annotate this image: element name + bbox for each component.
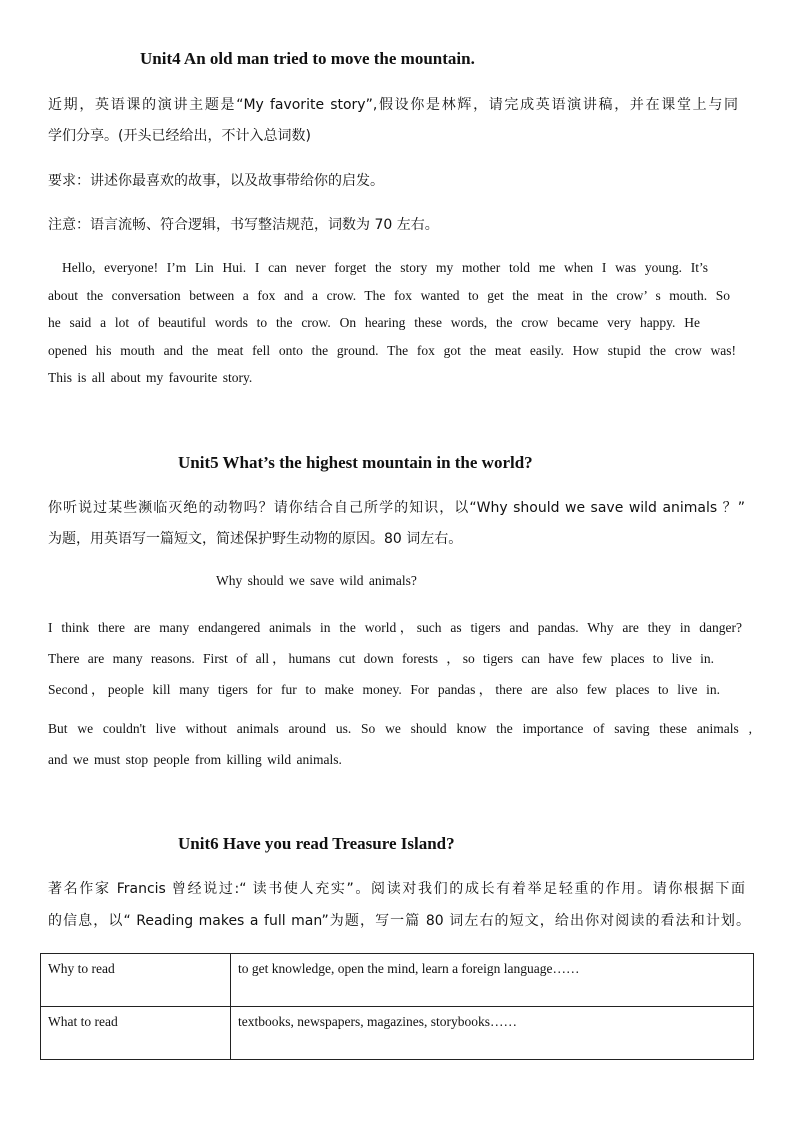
reading-info-table <box>40 953 754 1060</box>
unit4-essay-line-5: This is all about my favourite story. <box>48 370 253 385</box>
unit4-note: 注意：语言流畅、符合逻辑，书写整洁规范，词数为 70 左右。 <box>48 217 439 233</box>
unit4-essay-line-1: Hello, everyone! I’m Lin Hui. I can never forget the story my mother told me when I was young. It’s <box>62 260 708 275</box>
unit5-essay-line-2: There are many reasons. First of all，humans cut down forests ，so tigers can have few places to live in. <box>48 651 714 666</box>
unit5-prompt-line-1: 你听说过某些濒临灭绝的动物吗？请你结合自己所学的知识，以“Why should we save wild animals ？” <box>48 500 745 516</box>
unit4-requirement: 要求：讲述你最喜欢的故事，以及故事带给你的启发。 <box>48 173 384 189</box>
unit5-essay-line-3: Second，people kill many tigers for fur to make money. For pandas，there are also few places to live in. <box>48 682 720 697</box>
unit4-essay-line-2: about the conversation between a fox and a crow. The fox wanted to get the meat in the crow’ s mouth. So <box>48 288 730 303</box>
unit5-prompt-line-2: 为题，用英语写一篇短文，简述保护野生动物的原因。80 词左右。 <box>48 531 463 547</box>
table-cell-content: textbooks, newspapers, magazines, storybooks…… <box>231 1007 754 1060</box>
unit5-title: Unit5 What’s the highest mountain in the world? <box>178 453 533 472</box>
table-cell-label: Why to read <box>41 954 231 1007</box>
unit5-essay-title: Why should we save wild animals? <box>216 573 417 588</box>
unit6-prompt-line-2: 的信息，以“ Reading makes a full man”为题，写一篇 80 词左右的短文，给出你对阅读的看法和计划。 <box>48 913 750 929</box>
table-cell-label: What to read <box>41 1007 231 1060</box>
unit5-essay-line-4: But we couldn't live without animals around us. So we should know the importance of saving these animals , <box>48 721 752 736</box>
unit4-prompt-line-2: 学们分享。(开头已经给出，不计入总词数) <box>48 128 311 144</box>
table-row <box>41 1007 754 1060</box>
unit4-essay-line-4: opened his mouth and the meat fell onto the ground. The fox got the meat easily. How stupid the crow was! <box>48 343 736 358</box>
unit4-essay-line-3: he said a lot of beautiful words to the crow. On hearing these words, the crow became very happy. He <box>48 315 700 330</box>
unit4-prompt-line-1: 近期，英语课的演讲主题是“My favorite story”,假设你是林辉，请完成英语演讲稿，并在课堂上与同 <box>48 97 738 113</box>
unit6-title: Unit6 Have you read Treasure Island? <box>178 834 455 853</box>
unit5-essay-line-1: I think there are many endangered animals in the world，such as tigers and pandas. Why are they in danger? <box>48 620 742 635</box>
table-row <box>41 954 754 1007</box>
unit6-prompt-line-1: 著名作家 Francis 曾经说过:“ 读书使人充实”。阅读对我们的成长有着举足轻重的作用。请你根据下面 <box>48 881 745 897</box>
table-cell-content: to get knowledge, open the mind, learn a foreign language…… <box>231 954 754 1007</box>
unit4-title: Unit4 An old man tried to move the mountain. <box>140 49 475 68</box>
unit5-essay-line-5: and we must stop people from killing wild animals. <box>48 752 342 767</box>
